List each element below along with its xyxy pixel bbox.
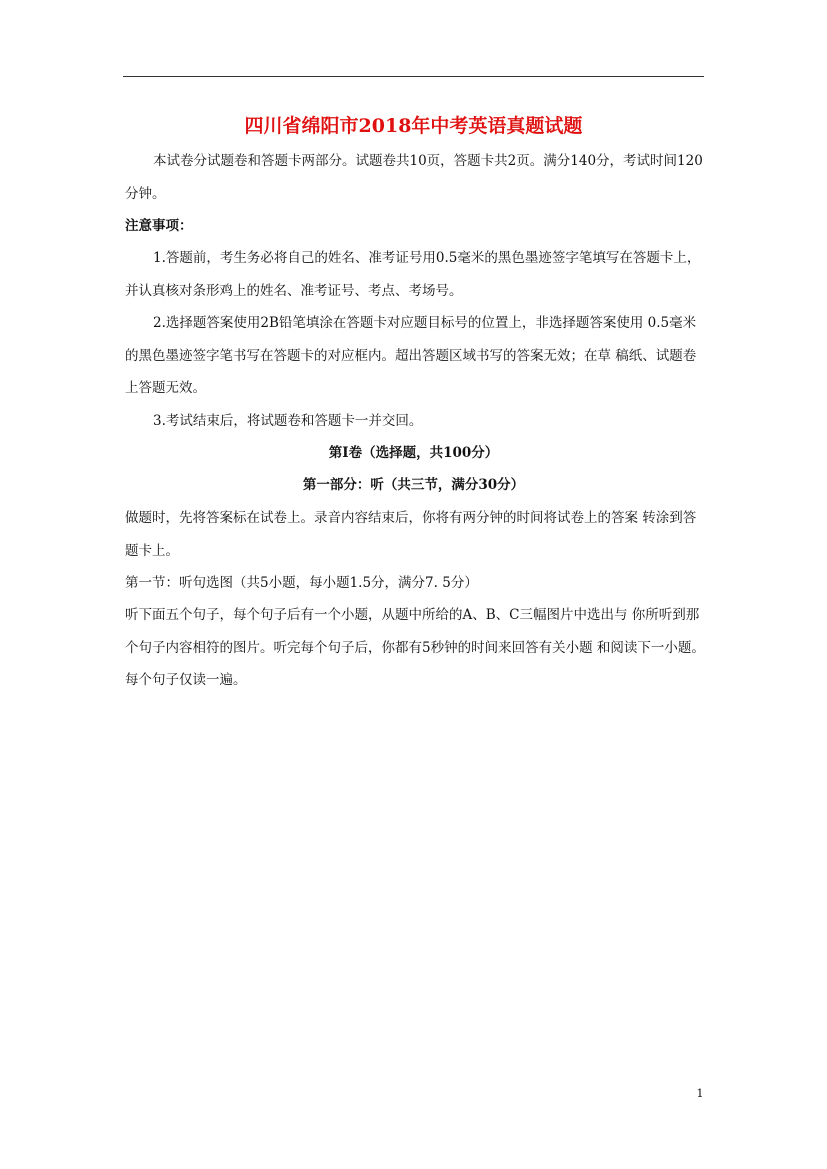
notes-heading: 注意事项： xyxy=(125,218,193,234)
note-3: 3.考试结束后，将试题卷和答题卡一并交回。 xyxy=(153,413,423,429)
intro-paragraph: 本试卷分试题卷和答题卡两部分。试题卷共10页，答题卡共2页。满分140分，考试时间120分钟。 xyxy=(125,153,703,202)
page-number: 1 xyxy=(696,1087,704,1100)
note-2: 2.选择题答案使用2B铅笔填涂在答题卡对应题目标号的位置上，非选择题答案使用 0.5毫米的黑色墨迹签字笔书写在答题卡的对应框内。超出答题区域书写的答案无效；在草 稿纸、试题卷上答题无效。 xyxy=(125,315,697,396)
instruction-paragraph: 做题时，先将答案标在试卷上。录音内容结束后，你将有两分钟的时间将试卷上的答案 转涂到答题卡上。 xyxy=(125,510,697,559)
note-1: 1.答题前，考生务必将自己的姓名、准考证号用0.5毫米的黑色墨迹签字笔填写在答题卡上，并认真核对条形鸡上的姓名、准考证号、考点、考场号。 xyxy=(125,250,701,299)
header-rule xyxy=(123,76,704,77)
part-heading: 第一部分：听（共三节，满分30分） xyxy=(302,477,525,493)
section-1-instructions: 听下面五个句子，每个句子后有一个小题，从题中所给的A、B、C三幅图片中选出与 你所听到那个句子内容相符的图片。听完每个句子后，你都有5秒钟的时间来回答有关小题 和阅读下一小题。每个句子仅读一遍。 xyxy=(125,607,705,688)
volume-heading: 第I卷（选择题，共100分） xyxy=(328,445,499,461)
document-title: 四川省绵阳市2018年中考英语真题试题 xyxy=(244,115,583,137)
section-1-heading: 第一节：听句选图（共5小题，每小题1.5分，满分7. 5分） xyxy=(125,575,478,591)
